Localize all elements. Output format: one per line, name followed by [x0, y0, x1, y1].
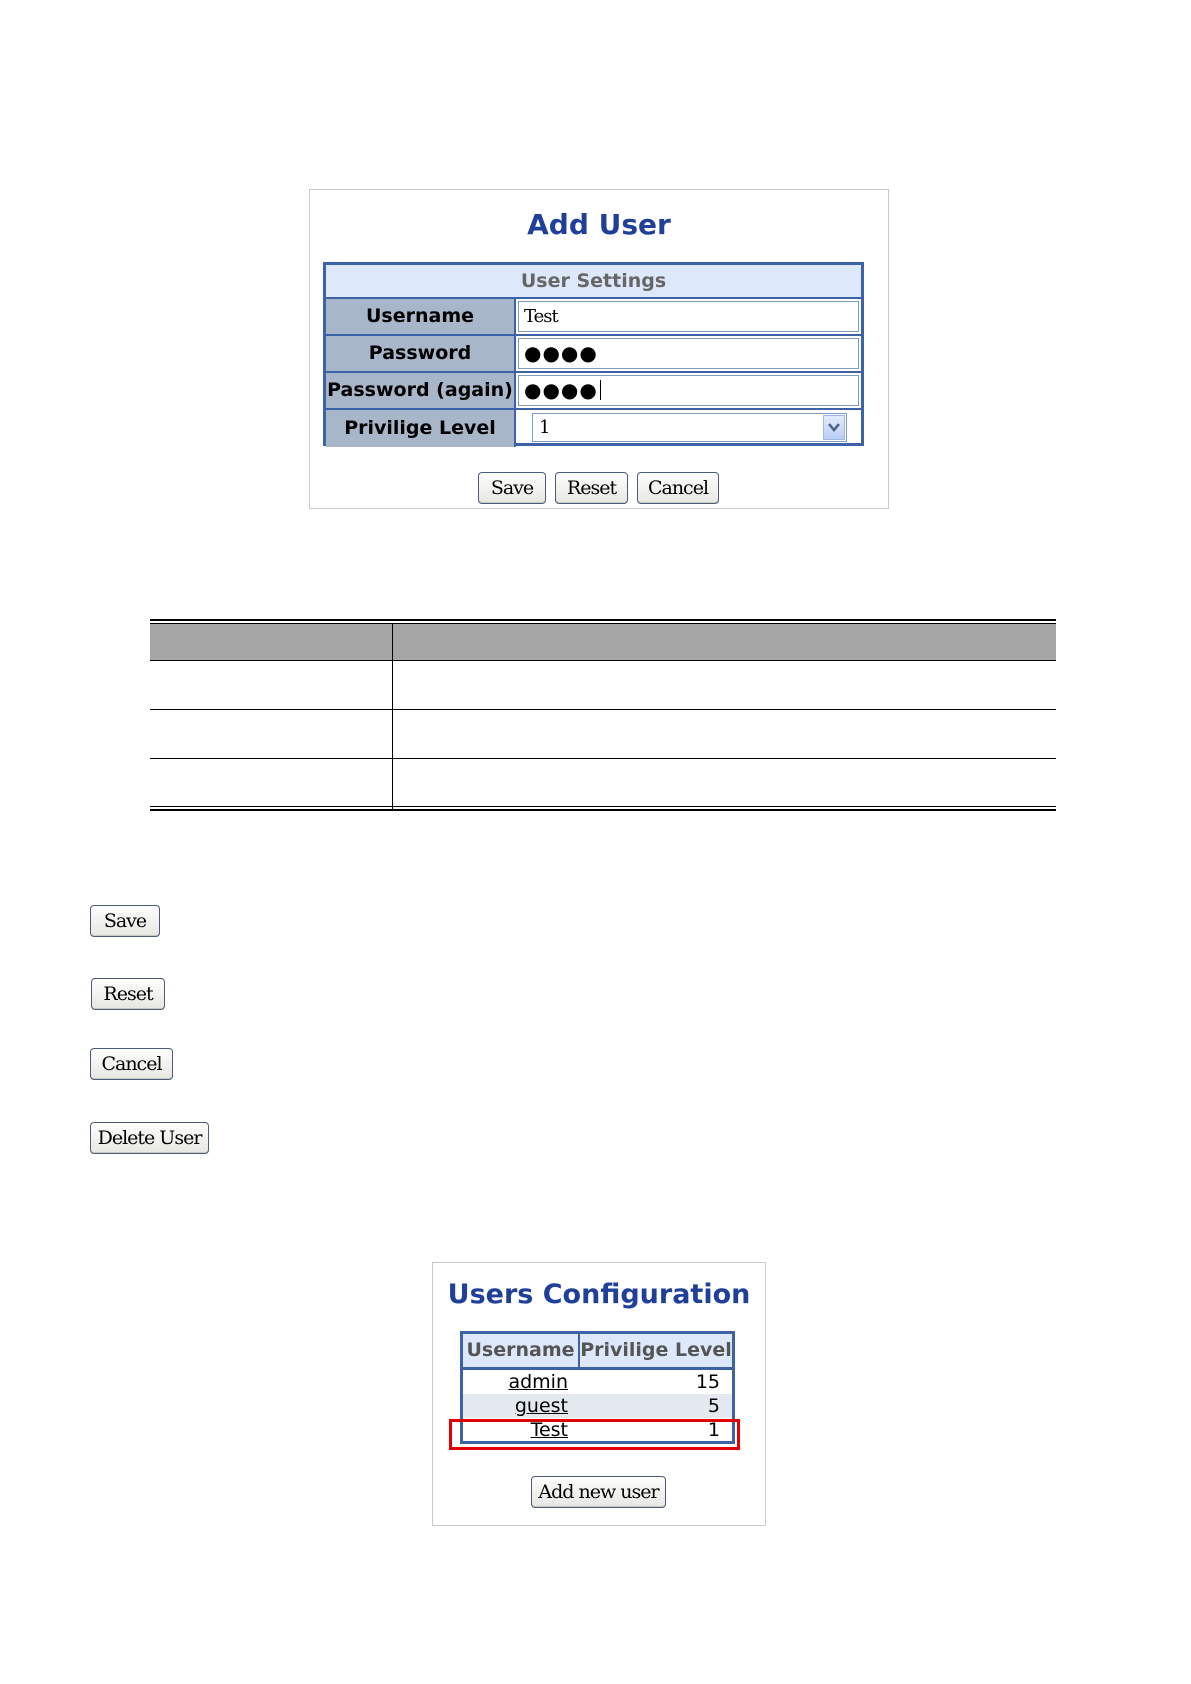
username-link[interactable]: Test	[530, 1419, 568, 1441]
privilege-level-value: 5	[707, 1395, 720, 1417]
object-description-table	[150, 619, 1056, 811]
delete-user-button[interactable]: Delete User	[90, 1122, 209, 1154]
add-user-title: Add User	[527, 208, 671, 241]
username-cell	[516, 299, 861, 336]
password-again-cell	[516, 373, 861, 410]
privilege-level-value: 1	[707, 1419, 720, 1441]
username-link[interactable]: guest	[514, 1395, 568, 1417]
table-top-rule	[150, 619, 1056, 621]
privilege-level-value: 15	[695, 1371, 720, 1393]
password-again-input[interactable]	[518, 375, 859, 406]
table-cell	[150, 661, 392, 709]
table-row	[463, 1370, 732, 1394]
table-row	[463, 1394, 732, 1418]
password-again-label: Password (again)	[326, 373, 516, 410]
reset-button[interactable]: Reset	[91, 978, 165, 1010]
table-cell	[393, 661, 1056, 709]
privilege-level-cell	[516, 410, 861, 447]
table-cell	[393, 759, 1056, 806]
password-cell	[516, 336, 861, 373]
save-button[interactable]: Save	[90, 905, 160, 937]
user-settings-header: User Settings	[326, 265, 861, 299]
add-new-user-button[interactable]: Add new user	[531, 1476, 666, 1508]
cancel-button[interactable]: Cancel	[90, 1048, 173, 1080]
add-user-save-button[interactable]: Save	[478, 472, 546, 504]
privilege-level-column-header: Privilige Level	[580, 1339, 732, 1361]
password-again-mask: ●●●●	[524, 378, 598, 402]
username-column-header: Username	[463, 1334, 580, 1367]
username-label: Username	[326, 299, 516, 336]
table-bottom-rule	[150, 806, 1056, 807]
table-cell	[150, 759, 392, 806]
highlight-box	[449, 1419, 740, 1450]
text-caret	[600, 380, 601, 400]
password-again-row	[326, 373, 861, 410]
privilege-level-value: 1	[539, 417, 551, 438]
password-mask: ●●●●	[524, 341, 598, 365]
username-link[interactable]: admin	[508, 1371, 568, 1393]
privilege-level-label: Privilige Level	[326, 410, 516, 447]
table-cell	[150, 710, 392, 758]
user-settings-table	[323, 262, 864, 446]
table-bottom-rule-2	[150, 809, 1056, 811]
password-input[interactable]	[518, 338, 859, 369]
add-user-cancel-button[interactable]: Cancel	[637, 472, 719, 504]
users-table-header	[463, 1334, 732, 1370]
table-cell	[393, 710, 1056, 758]
password-row	[326, 336, 861, 373]
username-row	[326, 299, 861, 336]
privilege-level-row	[326, 410, 861, 447]
table-header-band	[150, 624, 1056, 660]
username-input[interactable]: Test	[518, 301, 859, 332]
users-configuration-title: Users Configuration	[447, 1279, 751, 1310]
password-label: Password	[326, 336, 516, 373]
add-user-reset-button[interactable]: Reset	[555, 472, 628, 504]
chevron-down-icon[interactable]	[823, 415, 845, 440]
privilege-level-select[interactable]	[532, 413, 847, 442]
